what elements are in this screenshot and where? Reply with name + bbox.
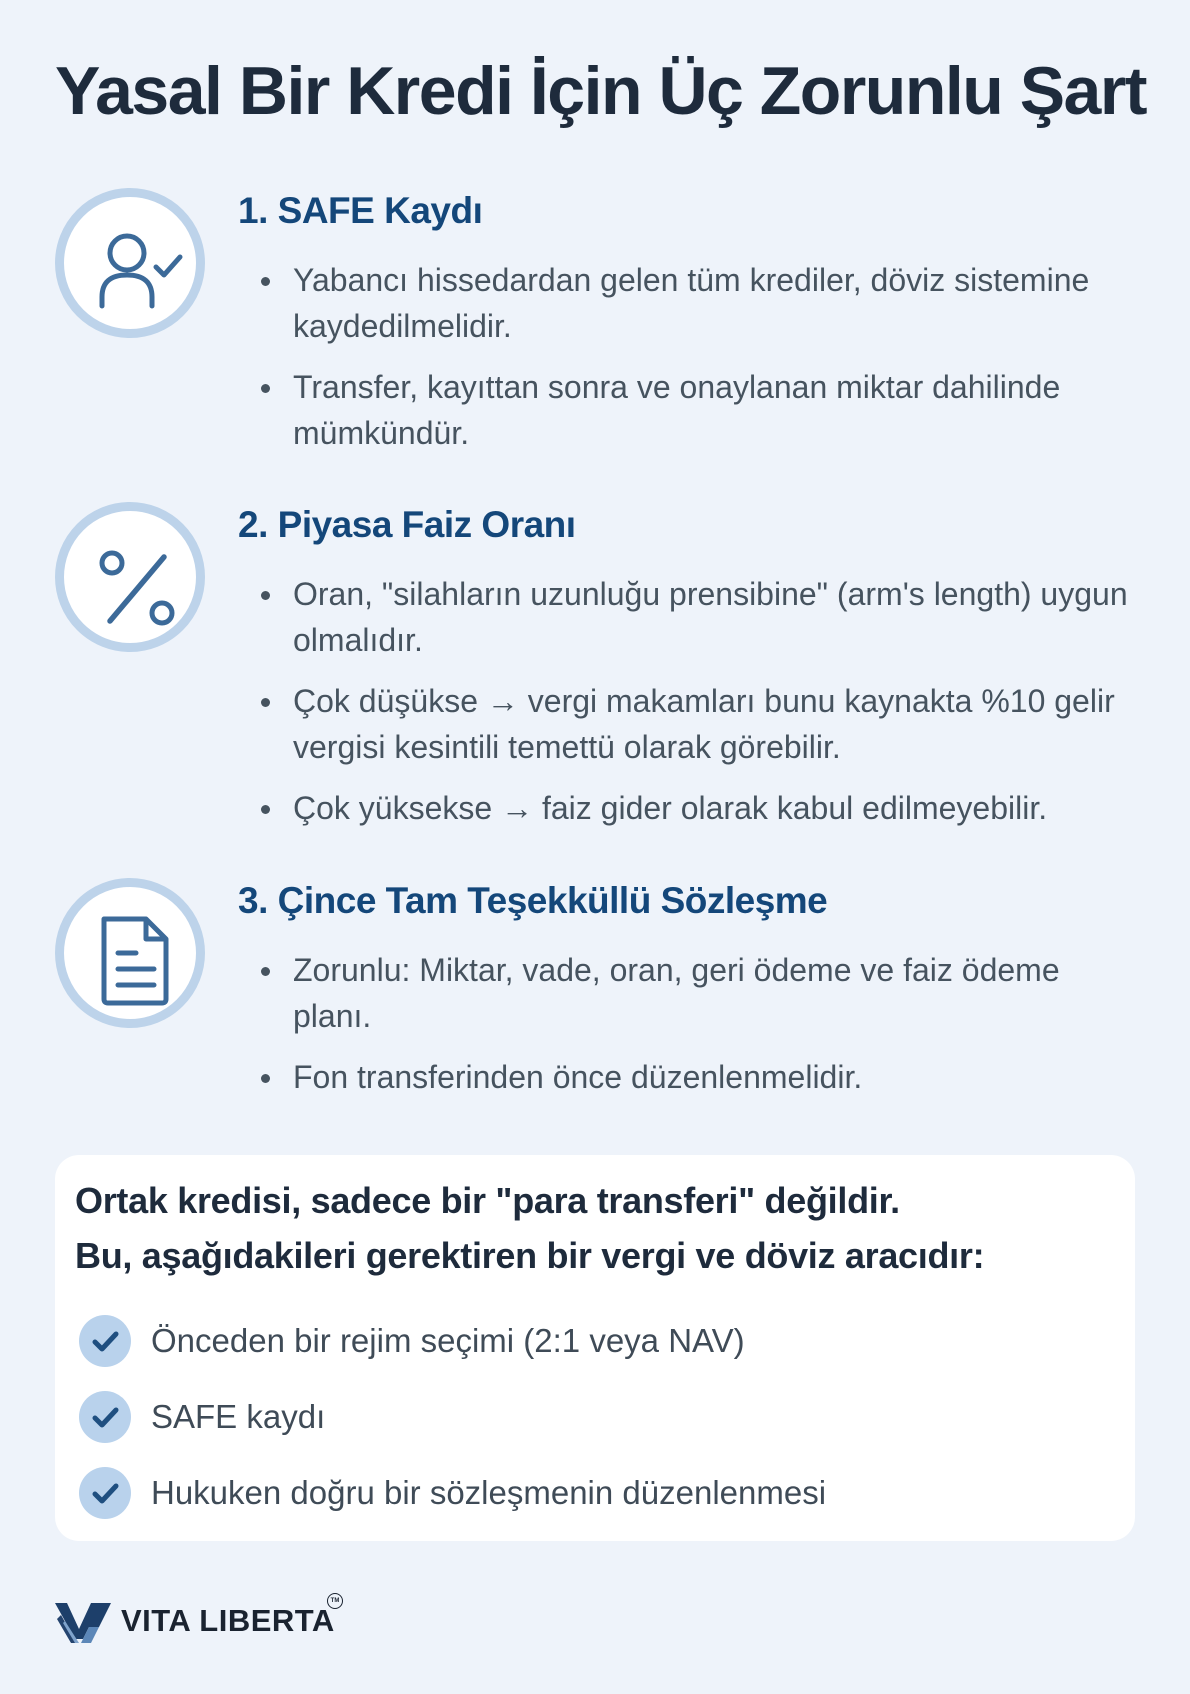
check-list-item — [79, 1315, 745, 1367]
bullet-list — [258, 571, 1138, 846]
check-list-item — [79, 1467, 826, 1519]
check-list-item — [79, 1391, 325, 1443]
bullet-list — [258, 257, 1138, 471]
section-icon-circle — [55, 188, 205, 338]
summary-headline: Ortak kredisi, sadece bir "para transferi" değildir. — [75, 1180, 900, 1221]
section-heading: 3. Çince Tam Teşekküllü Sözleşme — [238, 880, 828, 921]
check-item-text: SAFE kaydı — [151, 1398, 326, 1435]
brand-name: VITA LIBERTA — [121, 1603, 335, 1638]
section-heading: 2. Piyasa Faiz Oranı — [238, 504, 576, 545]
bullet-item: Transfer, kayıttan sonra ve onaylanan miktar dahilinde mümkündür. — [258, 364, 1138, 456]
brand-logo — [55, 1595, 340, 1647]
summary-subline: Bu, aşağıdakileri gerektiren bir vergi ve döviz aracıdır: — [75, 1235, 985, 1276]
vita-liberta-logo-icon — [55, 1599, 111, 1643]
percent-icon — [64, 511, 196, 643]
section-icon-circle — [55, 502, 205, 652]
check-icon — [79, 1391, 131, 1443]
check-icon — [79, 1467, 131, 1519]
bullet-list — [258, 947, 1138, 1115]
user-check-icon — [64, 197, 196, 329]
trademark-mark: TM — [327, 1593, 343, 1609]
section-heading: 1. SAFE Kaydı — [238, 190, 483, 231]
bullet-item: Çok düşükse → vergi makamları bunu kaynakta %10 gelir vergisi kesintili temettü olarak görebilir. — [258, 678, 1138, 770]
summary-card — [55, 1155, 1135, 1541]
bullet-item: Çok yüksekse → faiz gider olarak kabul edilmeyebilir. — [258, 785, 1138, 831]
check-item-text: Önceden bir rejim seçimi (2:1 veya NAV) — [151, 1322, 745, 1359]
bullet-item: Yabancı hissedardan gelen tüm krediler, döviz sistemine kaydedilmelidir. — [258, 257, 1138, 349]
bullet-item: Oran, "silahların uzunluğu prensibine" (arm's length) uygun olmalıdır. — [258, 571, 1138, 663]
document-icon — [64, 887, 196, 1019]
page-title: Yasal Bir Kredi İçin Üç Zorunlu Şart — [55, 53, 1146, 129]
bullet-item: Zorunlu: Miktar, vade, oran, geri ödeme ve faiz ödeme planı. — [258, 947, 1138, 1039]
section-icon-circle — [55, 878, 205, 1028]
check-item-text: Hukuken doğru bir sözleşmenin düzenlenmesi — [151, 1474, 827, 1511]
bullet-item: Fon transferinden önce düzenlenmelidir. — [258, 1054, 1138, 1100]
check-icon — [79, 1315, 131, 1367]
